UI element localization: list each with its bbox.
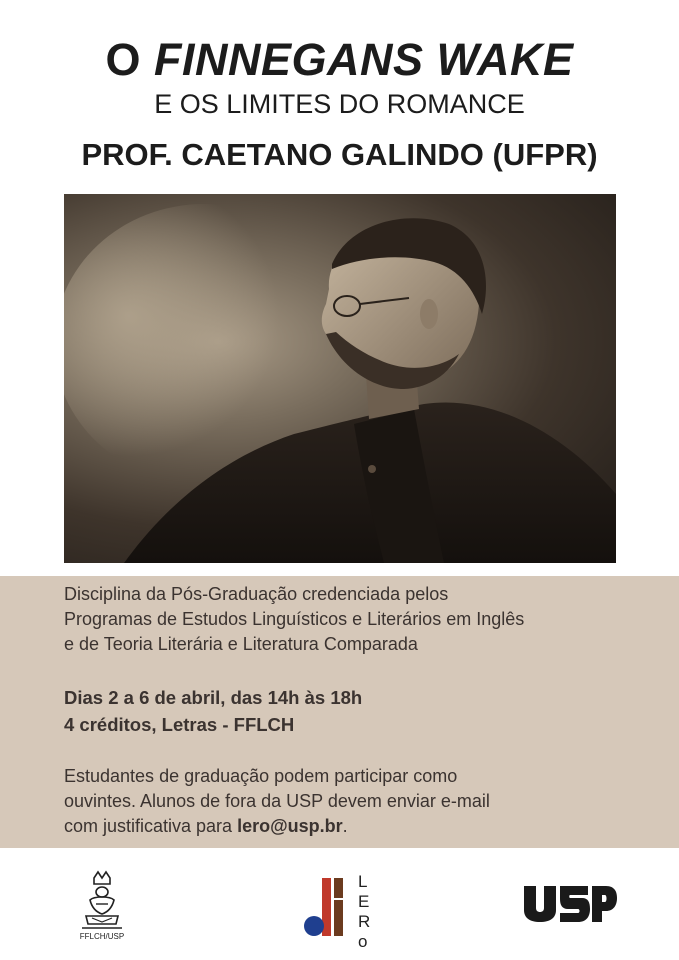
portrait-illustration: [64, 194, 616, 563]
poster-title: [0, 34, 679, 86]
enrollment-note: [64, 764, 624, 839]
lero-letter: o: [358, 932, 368, 951]
description-line: Programas de Estudos Linguísticos e Literários em Inglês: [64, 609, 525, 629]
usp-wordmark-icon: [522, 884, 618, 924]
speaker-name: PROF. CAETANO GALINDO (UFPR): [81, 137, 598, 172]
lero-mark-icon: [300, 872, 356, 944]
lero-letters: [358, 872, 370, 952]
title-prefix: O: [105, 34, 141, 85]
course-schedule: [64, 684, 362, 738]
title-italic: FINNEGANS WAKE: [154, 34, 574, 85]
contact-email: lero@usp.br: [237, 816, 343, 836]
poster-subtitle: E OS LIMITES DO ROMANCE: [154, 89, 525, 119]
schedule-dates: Dias 2 a 6 de abril, das 14h às 18h: [64, 687, 363, 708]
fflch-emblem-icon: [72, 870, 132, 932]
fflch-logo: [72, 870, 132, 942]
portrait-photo: [64, 194, 616, 563]
note-line: [64, 814, 624, 839]
usp-logo: [522, 884, 618, 924]
lero-letter: E: [358, 892, 370, 911]
lero-logo: [300, 872, 390, 951]
fflch-caption: FFLCH/USP: [79, 932, 125, 941]
lero-letter: R: [358, 912, 371, 931]
note-suffix: .: [342, 816, 348, 836]
schedule-credits: 4 créditos, Letras - FFLCH: [64, 714, 295, 735]
logo-footer: [0, 848, 679, 960]
course-description: [64, 582, 624, 657]
description-line: Disciplina da Pós-Graduação credenciada pelos: [64, 584, 449, 604]
note-line: ouvintes. Alunos de fora da USP devem enviar e-mail: [64, 791, 490, 811]
note-line: Estudantes de graduação podem participar como: [64, 766, 458, 786]
info-panel: [0, 576, 679, 848]
note-prefix: com justificativa para: [64, 816, 238, 836]
description-line: e de Teoria Literária e Literatura Comparada: [64, 634, 418, 654]
lero-letter: L: [358, 872, 368, 891]
